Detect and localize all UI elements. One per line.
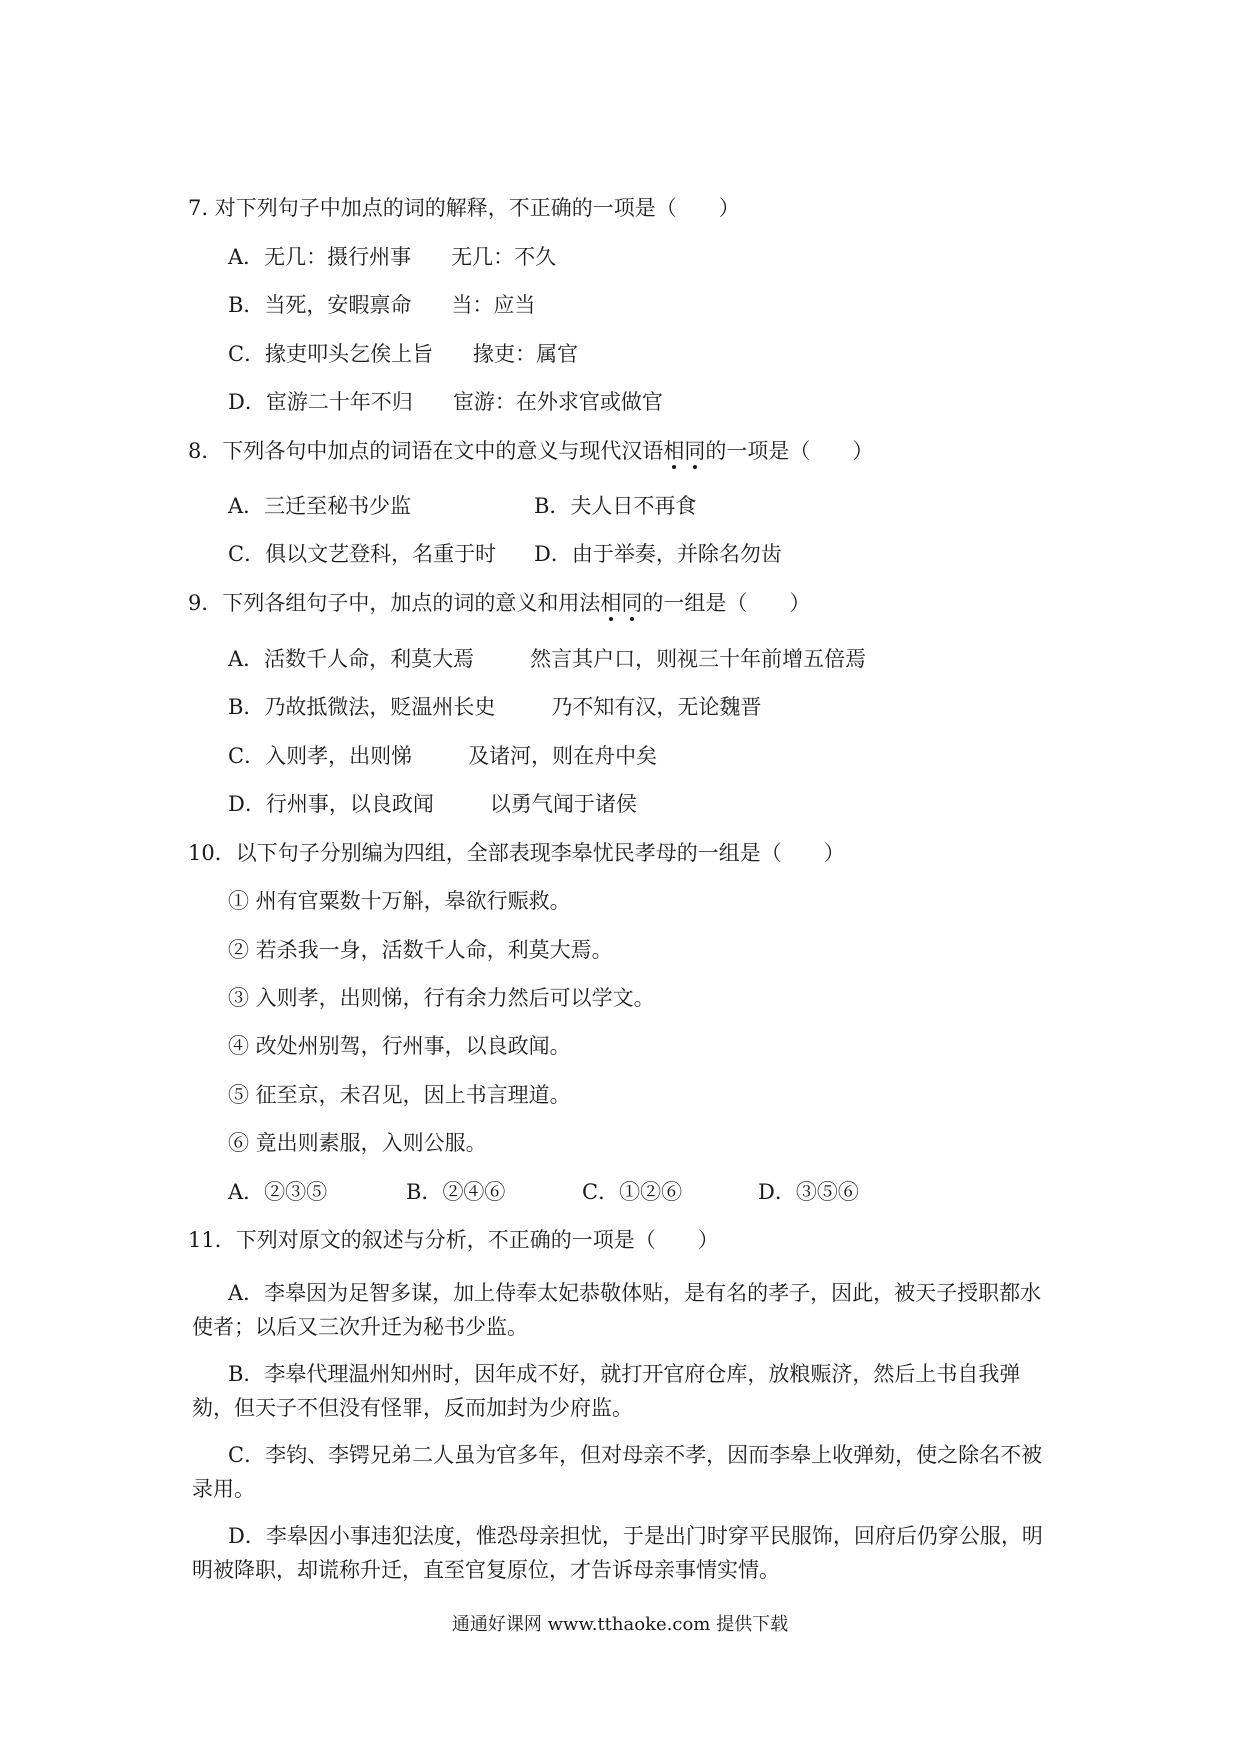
question-11-option-b: B．李皋代理温州知州时，因年成不好，就打开官府仓库，放粮赈济，然后上书自我弹劾，但天子不但没有怪罪，反而加封为少府监。 [192, 1362, 1021, 1420]
question-10-item: ① 州有官粟数十万斛，皋欲行赈救。 [228, 889, 571, 913]
question-7-option-d: D．宦游二十年不归 宦游：在外求官或做官 [228, 390, 663, 414]
question-7-option-c: C．掾吏叩头乞俟上旨 掾吏：属官 [228, 342, 579, 366]
page-footer: 通通好课网 www.tthaoke.com 提供下载 [451, 1614, 789, 1635]
question-8-stem: 8．下列各句中加点的词语在文中的意义与现代汉语相同的一项是（ ） [188, 439, 874, 463]
question-8-option-a: A．三迁至秘书少监 [228, 494, 412, 518]
question-9-stem: 9．下列各组句子中，加点的词的意义和用法相同的一组是（ ） [188, 591, 811, 615]
question-11-option-a: A．李皋因为足智多谋，加上侍奉太妃恭敬体贴，是有名的孝子，因此，被天子授职都水使者；以后又三次升迁为秘书少监。 [192, 1281, 1042, 1339]
question-7-option-a: A．无几：摄行州事 无几：不久 [228, 245, 557, 269]
question-10-item: ⑥ 竟出则素服，入则公服。 [228, 1131, 487, 1155]
question-10-stem: 10．以下句子分别编为四组，全部表现李皋忧民孝母的一组是（ ） [188, 841, 845, 865]
question-10-choice-c: C．①②⑥ [582, 1180, 683, 1204]
question-8-option-b: B．夫人日不再食 [534, 494, 697, 518]
question-10-choice-d: D．③⑤⑥ [758, 1180, 859, 1204]
question-11-option-c: C．李钧、李锷兄弟二人虽为官多年，但对母亲不孝，因而李皋上收弹劾，使之除名不被录用。 [192, 1443, 1043, 1501]
question-7-option-b: B．当死，安暇禀命 当：应当 [228, 293, 536, 317]
question-11-stem: 11．下列对原文的叙述与分析，不正确的一项是（ ） [188, 1228, 719, 1252]
question-10-item: ② 若杀我一身，活数千人命，利莫大焉。 [228, 938, 613, 962]
question-9-option-a: A．活数千人命，利莫大焉 然言其户口，则视三十年前增五倍焉 [228, 647, 867, 671]
question-9-option-c: C．入则孝，出则悌 及诸河，则在舟中矣 [228, 744, 658, 768]
question-10-choice-b: B．②④⑥ [406, 1180, 506, 1204]
question-10-item: ③ 入则孝，出则悌，行有余力然后可以学文。 [228, 986, 655, 1010]
question-8-option-d: D．由于举奏，并除名勿齿 [534, 542, 782, 566]
question-9-option-d: D．行州事，以良政闻 以勇气闻于诸侯 [228, 792, 637, 816]
question-10-choice-a: A．②③⑤ [228, 1180, 328, 1204]
question-7-stem: 7. 对下列句子中加点的词的解释，不正确的一项是（ ） [188, 196, 740, 220]
question-10-item: ④ 改处州别驾，行州事，以良政闻。 [228, 1034, 571, 1058]
question-11-option-d: D．李皋因小事违犯法度，惟恐母亲担忧，于是出门时穿平民服饰，回府后仍穿公服，明明被降职，却谎称升迁，直至官复原位，才告诉母亲事情实情。 [192, 1524, 1043, 1582]
question-9-option-b: B．乃故抵微法，贬温州长史 乃不知有汉，无论魏晋 [228, 695, 762, 719]
question-8-option-c: C．俱以文艺登科，名重于时 [228, 542, 497, 566]
question-10-item: ⑤ 征至京，未召见，因上书言理道。 [228, 1083, 571, 1107]
